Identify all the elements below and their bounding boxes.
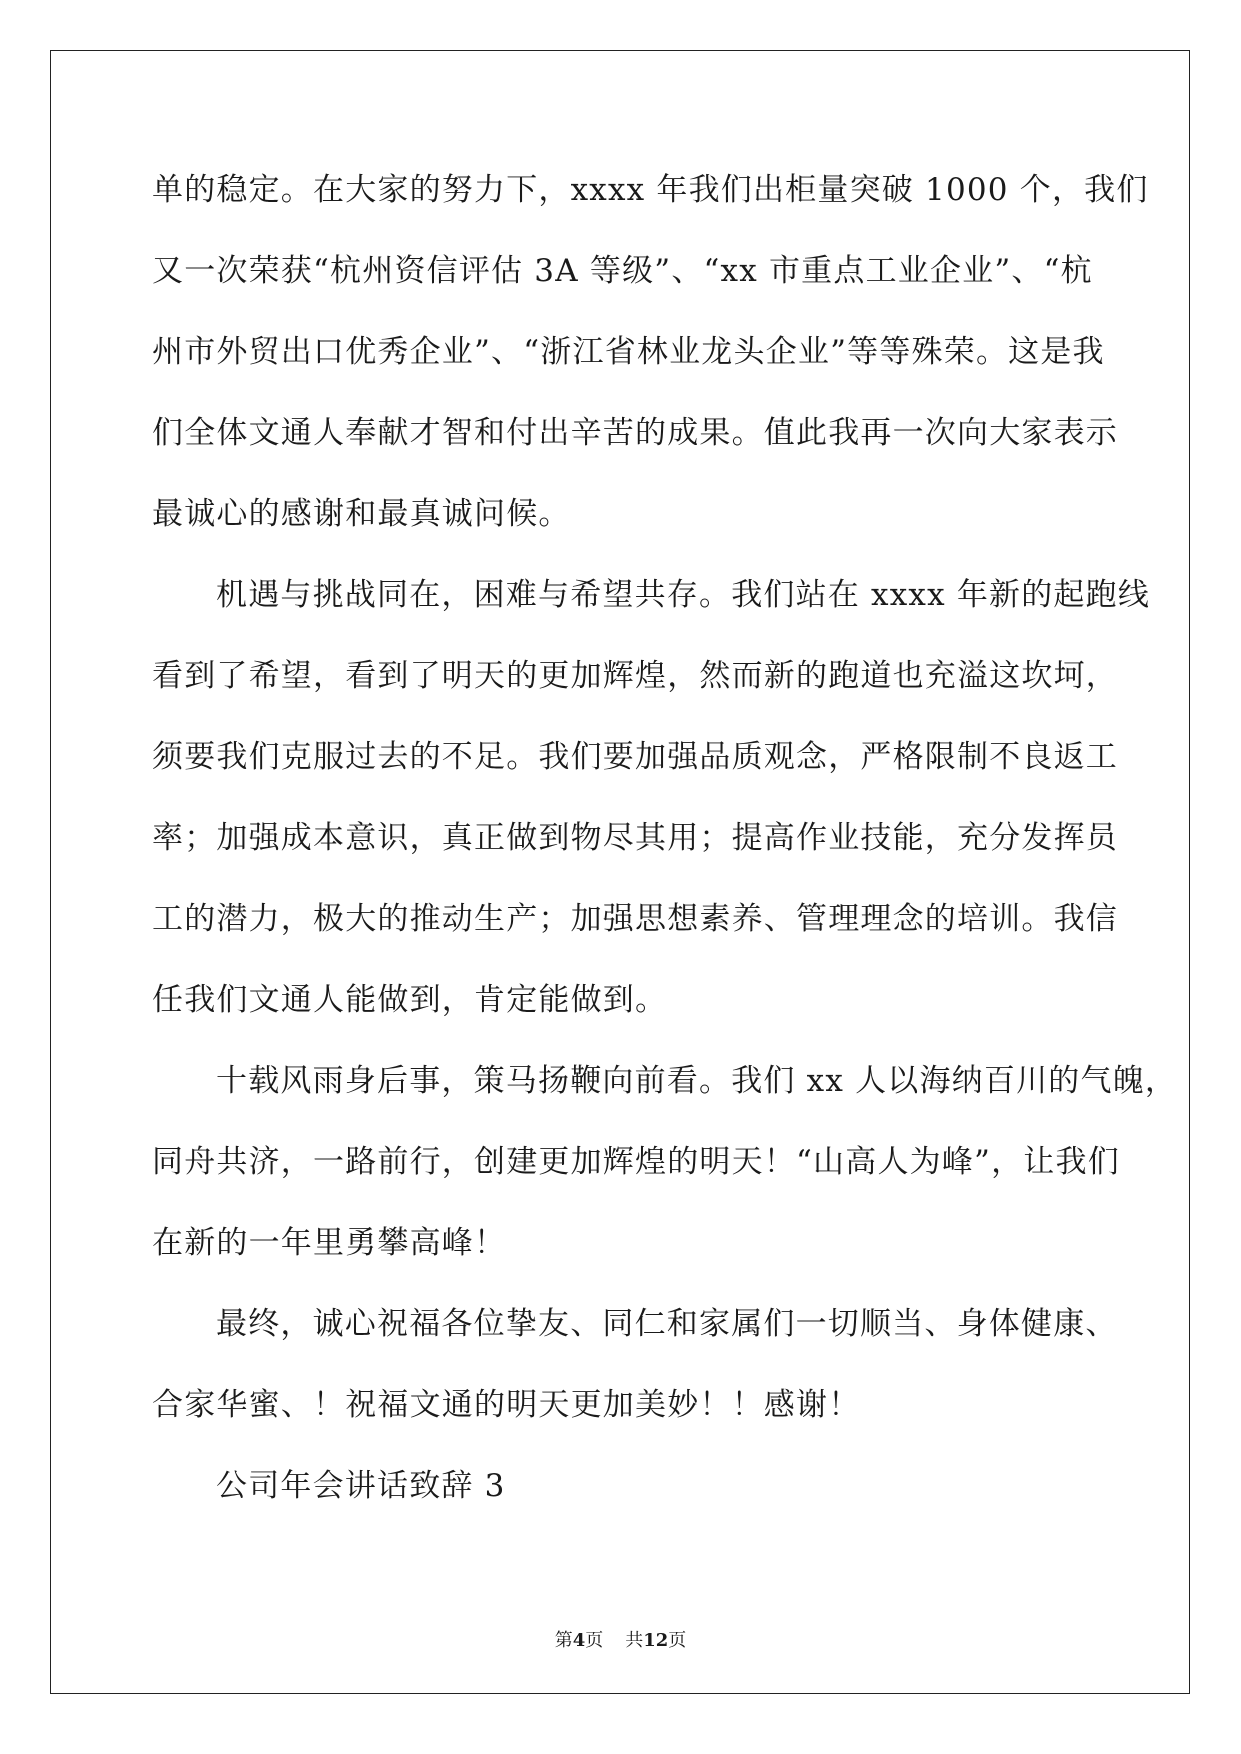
text-line: 机遇与挑战同在，困难与希望共存。我们站在 xxxx 年新的起跑线 — [216, 577, 1151, 613]
total-suffix: 页 — [668, 1630, 687, 1651]
total-prefix: 共 — [625, 1630, 644, 1651]
text-line: 单的稳定。在大家的努力下，xxxx 年我们出柜量突破 1000 个，我们 — [152, 172, 1149, 208]
text-line: 们全体文通人奉献才智和付出辛苦的成果。值此我再一次向大家表示 — [152, 415, 1118, 451]
text-line: 在新的一年里勇攀高峰！ — [152, 1225, 507, 1261]
text-line: 最诚心的感谢和最真诚问候。 — [152, 496, 571, 532]
page-prefix: 第 — [554, 1630, 573, 1651]
document-body — [152, 160, 1178, 1537]
text-line: 州市外贸出口优秀企业”、“浙江省林业龙头企业”等等殊荣。这是我 — [152, 334, 1105, 370]
text-line: 同舟共济，一路前行，创建更加辉煌的明天！“山高人为峰”，让我们 — [152, 1144, 1120, 1180]
page-footer — [0, 1626, 1241, 1656]
text-line: 合家华蜜、！祝福文通的明天更加美妙！！感谢！ — [152, 1387, 861, 1423]
text-line: 率；加强成本意识，真正做到物尽其用；提高作业技能，充分发挥员 — [152, 820, 1118, 856]
total-pages: 12 — [643, 1630, 669, 1651]
text-line: 须要我们克服过去的不足。我们要加强品质观念，严格限制不良返工 — [152, 739, 1118, 775]
text-line: 最终，诚心祝福各位挚友、同仁和家属们一切顺当、身体健康、 — [216, 1306, 1118, 1342]
page-suffix: 页 — [585, 1630, 604, 1651]
text-line: 任我们文通人能做到，肯定能做到。 — [152, 982, 668, 1018]
text-line: 又一次荣获“杭州资信评估 3A 等级”、“xx 市重点工业企业”、“杭 — [152, 253, 1093, 289]
text-line: 工的潜力，极大的推动生产；加强思想素养、管理理念的培训。我信 — [152, 901, 1118, 937]
page-number: 4 — [572, 1630, 586, 1651]
section-heading: 公司年会讲话致辞 3 — [216, 1468, 506, 1504]
text-line: 看到了希望，看到了明天的更加辉煌，然而新的跑道也充溢这坎坷， — [152, 658, 1118, 694]
text-line: 十载风雨身后事，策马扬鞭向前看。我们 xx 人以海纳百川的气魄， — [216, 1063, 1178, 1099]
